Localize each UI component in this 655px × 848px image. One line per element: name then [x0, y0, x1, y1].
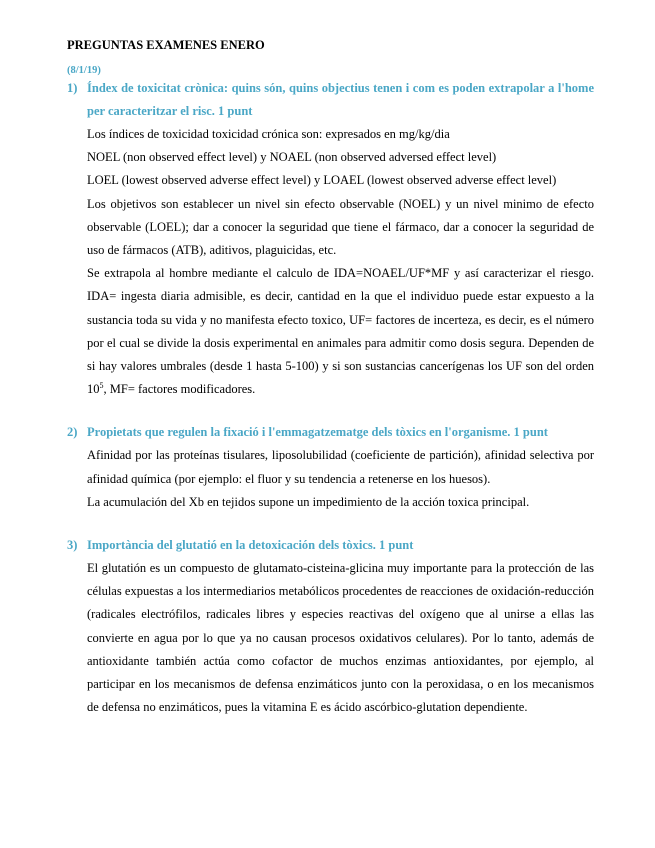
question-2 [67, 421, 594, 514]
question-heading: Índex de toxicitat crònica: quins són, quins objectius tenen i com es poden extrapolar a l'home per caracteritzar el risc. 1 punt [87, 81, 594, 118]
answer-paragraph: El glutatión es un compuesto de glutamato-cisteina-glicina muy importante para la protección de las células expuestas a los intermediarios metabólicos procedentes de reacciones de oxidación-reducción (radicales electrófilos, radicales libres y especies reactivas del oxígeno que al unirse a ellas las convierte en agua por lo que ya no causan procesos oxidativos celulares). Por lo tanto, además de antioxidante también actúa como cofactor de muchos enzimas antioxidantes, por ejemplo, al participar en los mecanismos de defensa enzimáticos junto con la peroxidasa, o en los mecanismos de defensa no enzimáticos, pues la vitamina E es ácido ascórbico-glutation dependiente. [87, 561, 594, 715]
answer-paragraph: La acumulación del Xb en tejidos supone un impedimiento de la acción toxica principal. [87, 494, 530, 509]
answer-tail: , MF= factores modificadores. [103, 382, 256, 397]
question-heading: Importància del glutatió en la detoxicación dels tòxics. 1 punt [87, 538, 414, 553]
section-spacer [67, 514, 594, 534]
answer-paragraph: Los índices de toxicidad toxicidad crónica son: expresados en mg/kg/dia [87, 127, 450, 141]
answer-paragraph [87, 262, 594, 401]
question-number: 1) [67, 81, 78, 95]
document-title: PREGUNTAS EXAMENES ENERO [67, 38, 265, 52]
answer-text: Se extrapola al hombre mediante el calculo de IDA=NOAEL/UF*MF y así caracterizar el riesgo. IDA= ingesta diaria admisible, es decir, cantidad en la que el individuo puede estar expuesto a la sustancia toda su vida y no manifesta efecto toxico, UF= factores de incerteza, es decir, es el número por el cual se divide la dosis experimental en animales para admitir como dosis segura. Dependen de si hay valores umbrales (desde 1 hasta 5-100) y si son sustancias cancerígenas los UF son del orden 10 [87, 266, 594, 397]
question-number: 3) [67, 538, 78, 553]
exam-date: (8/1/19) [67, 65, 101, 76]
question-heading: Propietats que regulen la fixació i l'emmagatzematge dels tòxics en l'organisme. 1 punt [87, 425, 548, 440]
section-spacer [67, 401, 594, 421]
exponent: 5 [99, 381, 104, 391]
answer-paragraph: NOEL (non observed effect level) y NOAEL (non observed adversed effect level) [87, 150, 497, 165]
answer-paragraph: LOEL (lowest observed adverse effect level) y LOAEL (lowest observed adverse effect level) [87, 173, 557, 188]
answer-paragraph: Los objetivos son establecer un nivel sin efecto observable (NOEL) y un nivel minimo de efecto observable (LOEL); dar a conocer la seguridad que tiene el fármaco, dar a conocer la seguridad de uso de fármacos (ATB), aditivos, plaguicidas, etc. [87, 196, 594, 258]
answer-paragraph: Afinidad por las proteínas tisulares, liposolubilidad (coeficiente de partición), afinidad selectiva por afinidad química (por ejemplo: el fluor y su tendencia a retenerse en los huesos). [87, 448, 594, 486]
question-3 [67, 534, 594, 719]
question-number: 2) [67, 425, 78, 440]
question-1 [67, 77, 594, 401]
